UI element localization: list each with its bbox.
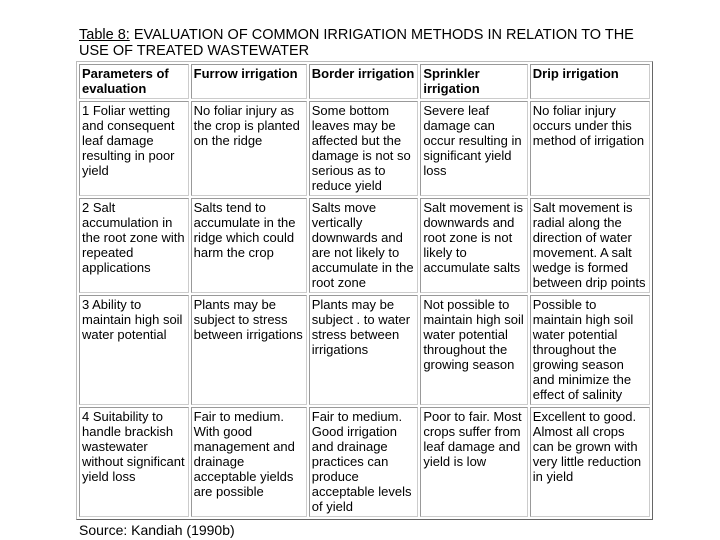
table-title: EVALUATION OF COMMON IRRIGATION METHODS IN RELATION TO THE USE OF TREATED WASTEWATER xyxy=(79,27,634,59)
table-label: Table 8: xyxy=(79,27,130,43)
table-cell: Some bottom leaves may be affected but the damage is not so serious as to reduce yield xyxy=(309,101,419,196)
table-cell: 2 Salt accumulation in the root zone with repeated applications xyxy=(79,198,189,293)
header-cell: Furrow irrigation xyxy=(191,64,307,99)
table-cell: Poor to fair. Most crops suffer from leaf damage and yield is low xyxy=(420,407,527,517)
header-row xyxy=(79,64,650,99)
table-cell: Salts move vertically downwards and are not likely to accumulate in the root zone xyxy=(309,198,419,293)
table-caption xyxy=(79,27,654,59)
table-row xyxy=(79,198,650,293)
table-cell: 1 Foliar wetting and consequent leaf damage resulting in poor yield xyxy=(79,101,189,196)
source-citation: Source: Kandiah (1990b) xyxy=(79,522,235,538)
header-cell: Sprinkler irrigation xyxy=(420,64,527,99)
table-cell: Salt movement is downwards and root zone is not likely to accumulate salts xyxy=(420,198,527,293)
table-cell: Fair to medium. With good management and drainage acceptable yields are possible xyxy=(191,407,307,517)
table-cell: No foliar injury as the crop is planted on the ridge xyxy=(191,101,307,196)
table-cell: Severe leaf damage can occur resulting in significant yield loss xyxy=(420,101,527,196)
table-row xyxy=(79,101,650,196)
table-row xyxy=(79,295,650,405)
header-cell: Drip irrigation xyxy=(530,64,650,99)
table-cell: Salt movement is radial along the direction of water movement. A salt wedge is formed between drip points xyxy=(530,198,650,293)
table-cell: No foliar injury occurs under this method of irrigation xyxy=(530,101,650,196)
table-cell: Fair to medium. Good irrigation and drainage practices can produce acceptable levels of yield xyxy=(309,407,419,517)
table-cell: Plants may be subject . to water stress between irrigations xyxy=(309,295,419,405)
table-cell: Possible to maintain high soil water potential throughout the growing season and minimize the effect of salinity xyxy=(530,295,650,405)
header-cell: Parameters of evaluation xyxy=(79,64,189,99)
table-cell: Plants may be subject to stress between irrigations xyxy=(191,295,307,405)
table-cell: 4 Suitability to handle brackish wastewater without significant yield loss xyxy=(79,407,189,517)
header-cell: Border irrigation xyxy=(309,64,419,99)
table-cell: Not possible to maintain high soil water potential throughout the growing season xyxy=(420,295,527,405)
table-row xyxy=(79,407,650,517)
irrigation-evaluation-table xyxy=(76,61,653,520)
table-cell: Excellent to good. Almost all crops can be grown with very little reduction in yield xyxy=(530,407,650,517)
table-cell: 3 Ability to maintain high soil water potential xyxy=(79,295,189,405)
table-cell: Salts tend to accumulate in the ridge which could harm the crop xyxy=(191,198,307,293)
